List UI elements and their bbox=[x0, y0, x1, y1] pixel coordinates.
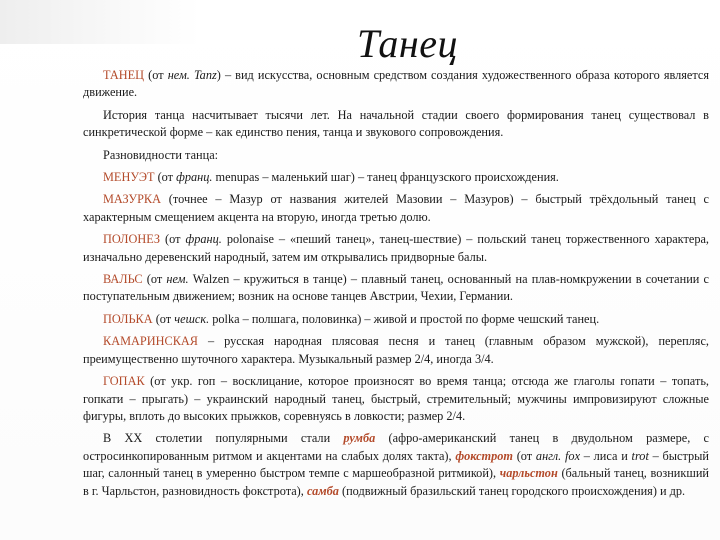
foreign-word: trot bbox=[631, 448, 649, 463]
text: polka – полшага, половинка) – живой и простой по форме чешский танец. bbox=[209, 311, 600, 326]
term-mazurka: МАЗУРКА bbox=[103, 192, 161, 207]
text: Walzen – кружиться в танце) – плавный танец, основанный на плав-номкружении в сочетании с поступательным движением; возник на основе танцев Австрии, Чехии, Германии. bbox=[83, 272, 710, 304]
text: В XX столетии популярными стали bbox=[103, 431, 344, 446]
paragraph-vals bbox=[83, 271, 709, 306]
foreign-word: Tanz bbox=[193, 68, 217, 82]
lang-abbr: франц. bbox=[176, 170, 213, 185]
lang-abbr: англ. bbox=[535, 448, 562, 463]
text: (от bbox=[152, 311, 175, 326]
paragraph-varieties-heading: Разновидности танца: bbox=[103, 147, 219, 162]
paragraph-polka bbox=[83, 311, 709, 328]
term-polka: ПОЛЬКА bbox=[103, 311, 153, 326]
lang-abbr: чешск. bbox=[174, 311, 210, 326]
keyword-foxtrot: фокстрот bbox=[455, 448, 513, 463]
paragraph-menuet bbox=[83, 169, 709, 186]
text: (от bbox=[512, 448, 536, 463]
paragraph-20th-century bbox=[83, 430, 709, 500]
text: – русская народная плясовая песня и танец (главным образом мужской), перепляс, преимущественно шуточного характера. Музыкальный размер 2/4, иногда 3/4. bbox=[83, 334, 709, 366]
text: (от bbox=[160, 232, 186, 247]
term-tanets: ТАНЕЦ bbox=[103, 68, 145, 82]
term-polonez: ПОЛОНЕЗ bbox=[103, 232, 161, 247]
text: (от bbox=[154, 170, 177, 185]
text: (от bbox=[142, 272, 167, 287]
term-kamarinskaya: КАМАРИНСКАЯ bbox=[103, 334, 198, 349]
term-gopak: ГОПАК bbox=[103, 374, 145, 389]
text: menupas – маленький шаг) – танец французского происхождения. bbox=[212, 170, 559, 185]
lang-abbr: нем. bbox=[167, 68, 190, 82]
text: (от укр. гоп – восклицание, которое произносят во время танца; отсюда же глаголы гопати – топать, гопкати – прыгать) – украинский народный танец, быстрый, стремительный; мужчины импровизируют сложные фигуры, вплоть до высоких прыжков, соревнуясь в ловкости; размер 2/4. bbox=[83, 374, 709, 423]
keyword-charleston: чарльстон bbox=[499, 466, 558, 481]
paragraph-kamarinskaya bbox=[83, 333, 709, 368]
paragraph-gopak bbox=[83, 373, 709, 425]
page-title: Танец bbox=[357, 21, 458, 66]
text: – быстрый шаг, салонный танец в умеренно быстром темпе с маршеобразной ритмикой), bbox=[83, 448, 709, 481]
term-vals: ВАЛЬС bbox=[103, 272, 143, 287]
lang-abbr: франц. bbox=[185, 232, 222, 247]
keyword-samba: самба bbox=[306, 483, 339, 498]
text: (афро-американский танец в двудольном размере, с остросинкопированным ритмом и акцентами на слабых долях такта), bbox=[83, 431, 710, 463]
foreign-word: fox bbox=[565, 448, 581, 463]
text: – лиса и bbox=[580, 448, 632, 463]
text: (точнее – Мазур от названия жителей Мазовии – Мазуров) – быстрый трёхдольный танец с характерным смещением акцента на вторую, иногда третью долю. bbox=[83, 192, 709, 224]
paragraph-tanets bbox=[83, 67, 709, 102]
body-text bbox=[83, 67, 709, 505]
lang-abbr: нем. bbox=[166, 272, 189, 287]
text: (от bbox=[144, 68, 168, 82]
text: polonaise – «пеший танец», танец-шествие) – польский танец торжественного характера, изначально деревенский народный, затем им открывались придворные балы. bbox=[83, 232, 710, 264]
text: (подвижный бразильский танец городского происхождения) и др. bbox=[338, 483, 686, 498]
keyword-rumba: румба bbox=[343, 431, 376, 446]
paragraph-mazurka bbox=[83, 191, 709, 226]
term-menuet: МЕНУЭТ bbox=[103, 170, 155, 185]
text: ) – вид искусства, основным средством создания художественного образа которого является движение. bbox=[83, 68, 710, 100]
paragraph-history: История танца насчитывает тысячи лет. На начальной стадии своего формирования танец существовал в синкретической форме – как единство пения, танца и звукового сопровождения. bbox=[83, 107, 709, 140]
paragraph-polonez bbox=[83, 231, 709, 266]
text: (бальный танец, возникший в г. Чарльстон, разновидность фокстрота), bbox=[83, 466, 709, 498]
